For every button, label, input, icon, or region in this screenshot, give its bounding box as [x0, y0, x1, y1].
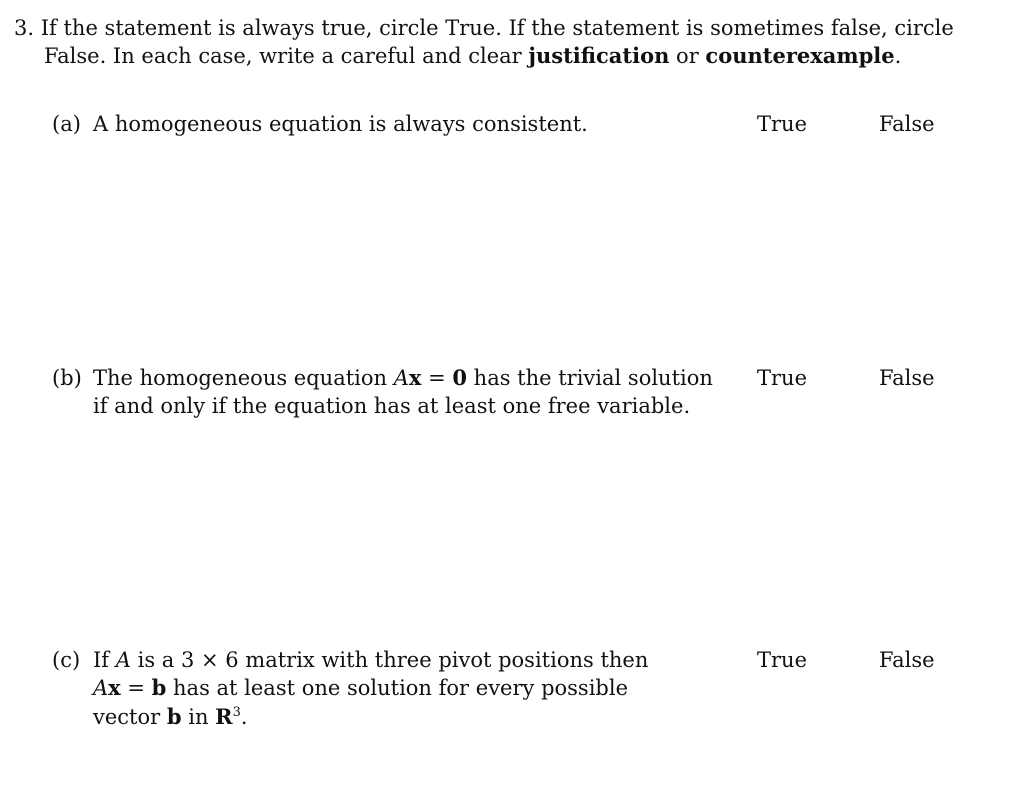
item-a-false-option[interactable]: False: [879, 112, 935, 136]
item-c-true-option[interactable]: True: [757, 648, 807, 672]
problem-intro-line-2: False. In each case, write a careful and clear justification or counterexample.: [44, 43, 902, 68]
item-b-statement-line-1: The homogeneous equation Ax = 0 has the trivial solution: [93, 365, 713, 390]
problem-number: 3.: [14, 16, 35, 40]
item-b-statement-line-2: if and only if the equation has at least one free variable.: [93, 394, 691, 418]
item-a-label: (a): [52, 112, 81, 136]
item-b-label: (b): [52, 366, 82, 390]
justification-keyword: justification: [528, 43, 670, 68]
item-c-statement-line-2: Ax = b has at least one solution for every possible: [93, 675, 629, 700]
item-c-label: (c): [52, 648, 81, 672]
problem-intro-line-1: [14, 14, 954, 42]
item-c-statement-line-3: vector b in $R^3$.: [93, 704, 248, 729]
item-a-true-option[interactable]: True: [757, 112, 807, 136]
item-b-false-option[interactable]: False: [879, 366, 935, 390]
item-a-statement: A homogeneous equation is always consistent.: [93, 112, 588, 136]
counterexample-keyword: counterexample: [705, 43, 895, 68]
item-c-statement-line-1: If A is a 3 × 6 matrix with three pivot positions then: [93, 648, 649, 672]
problem-intro-text-1: If the statement is always true, circle True. If the statement is sometimes false, circle: [40, 16, 954, 40]
item-b-true-option[interactable]: True: [757, 366, 807, 390]
item-c-false-option[interactable]: False: [879, 648, 935, 672]
